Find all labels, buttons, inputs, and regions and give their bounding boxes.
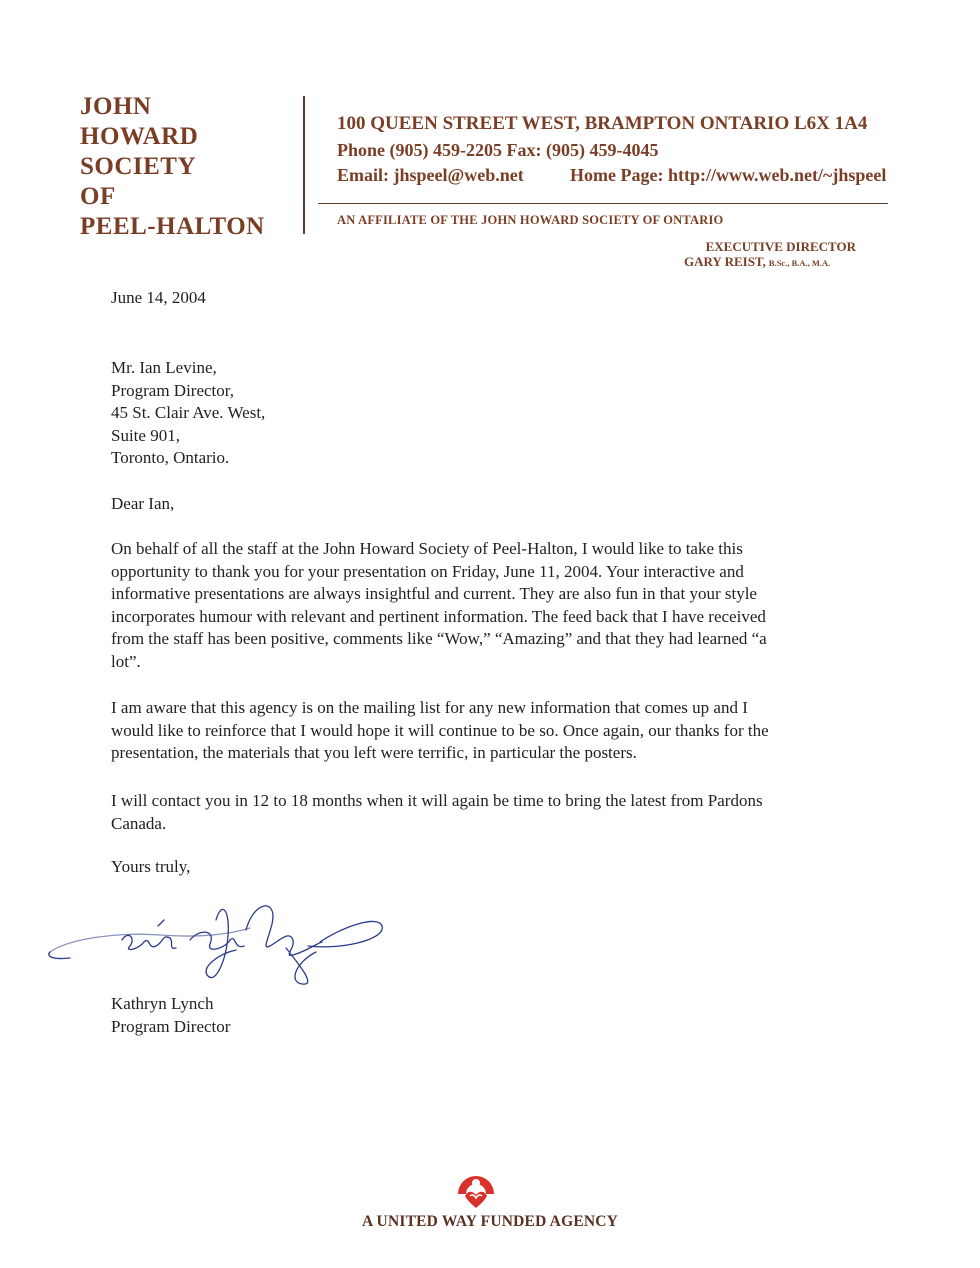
- affiliate-line: AN AFFILIATE OF THE JOHN HOWARD SOCIETY OF ONTARIO: [337, 213, 724, 227]
- recipient-line: Suite 901,: [111, 425, 180, 445]
- recipient-line: Program Director,: [111, 380, 235, 400]
- org-name-line: OF: [80, 183, 116, 210]
- paragraph-line: would like to reinforce that I would hope it will continue to be so. Once again, our thanks for the: [111, 720, 769, 740]
- paragraph-line: On behalf of all the staff at the John Howard Society of Peel-Halton, I would like to take this: [111, 539, 743, 558]
- organization-name: [80, 92, 265, 242]
- phone-fax: Phone (905) 459-2205 Fax: (905) 459-4045: [337, 140, 659, 160]
- paragraph-line: I am aware that this agency is on the mailing list for any new information that comes up and I: [111, 698, 748, 717]
- paragraph-line: I will contact you in 12 to 18 months when it will again be time to bring the latest from Pardons: [111, 791, 763, 810]
- recipient-address: [111, 357, 265, 470]
- paragraph-line: presentation, the materials that you left were terrific, in particular the posters.: [111, 743, 637, 762]
- paragraph-line: informative presentations are always insightful and current. They are also fun in that your style: [111, 584, 757, 603]
- paragraph-line: opportunity to thank you for your presentation on Friday, June 11, 2004. Your interactive and: [111, 561, 744, 581]
- signer-block: [111, 993, 230, 1038]
- paragraph-line: lot”.: [111, 651, 141, 671]
- home-page-url: Home Page: http://www.web.net/~jhspeel: [570, 165, 887, 185]
- org-name-line: SOCIETY: [80, 153, 197, 180]
- letterhead-vertical-divider: [303, 96, 305, 234]
- org-name-line: HOWARD: [80, 123, 199, 150]
- recipient-line: Toronto, Ontario.: [111, 448, 230, 467]
- signer-name: Kathryn Lynch: [111, 994, 214, 1013]
- executive-director-title: EXECUTIVE DIRECTOR: [705, 239, 856, 254]
- letter-date: June 14, 2004: [111, 288, 206, 307]
- exec-name-text: GARY REIST,: [684, 254, 766, 269]
- paragraph-1: [111, 538, 767, 673]
- closing: Yours truly,: [111, 857, 191, 876]
- exec-degrees: B.Sc., B.A., M.A.: [768, 258, 831, 268]
- email-address: Email: jhspeel@web.net: [337, 165, 524, 185]
- recipient-line: 45 St. Clair Ave. West,: [111, 403, 266, 422]
- street-address: 100 QUEEN STREET WEST, BRAMPTON ONTARIO L6X 1A4: [337, 113, 868, 134]
- paragraph-3: [111, 790, 763, 835]
- org-name-line: PEEL-HALTON: [80, 213, 265, 240]
- united-way-hand-icon: [456, 1170, 496, 1210]
- recipient-line: Mr. Ian Levine,: [111, 358, 217, 377]
- paragraph-2: [111, 697, 769, 765]
- footer-agency-text: A UNITED WAY FUNDED AGENCY: [361, 1213, 619, 1230]
- letterhead-horizontal-divider: [318, 203, 888, 204]
- executive-director-name: [684, 254, 830, 270]
- paragraph-line: incorporates humour with relevant and pertinent information. The feed back that I have received: [111, 606, 766, 626]
- paragraph-line: Canada.: [111, 813, 167, 833]
- handwritten-signature: [40, 880, 400, 990]
- salutation: Dear Ian,: [111, 494, 175, 513]
- org-name-line: JOHN: [80, 93, 152, 120]
- paragraph-line: from the staff has been positive, comments like “Wow,” “Amazing” and that they had learned “a: [111, 629, 767, 648]
- signer-title: Program Director: [111, 1016, 231, 1036]
